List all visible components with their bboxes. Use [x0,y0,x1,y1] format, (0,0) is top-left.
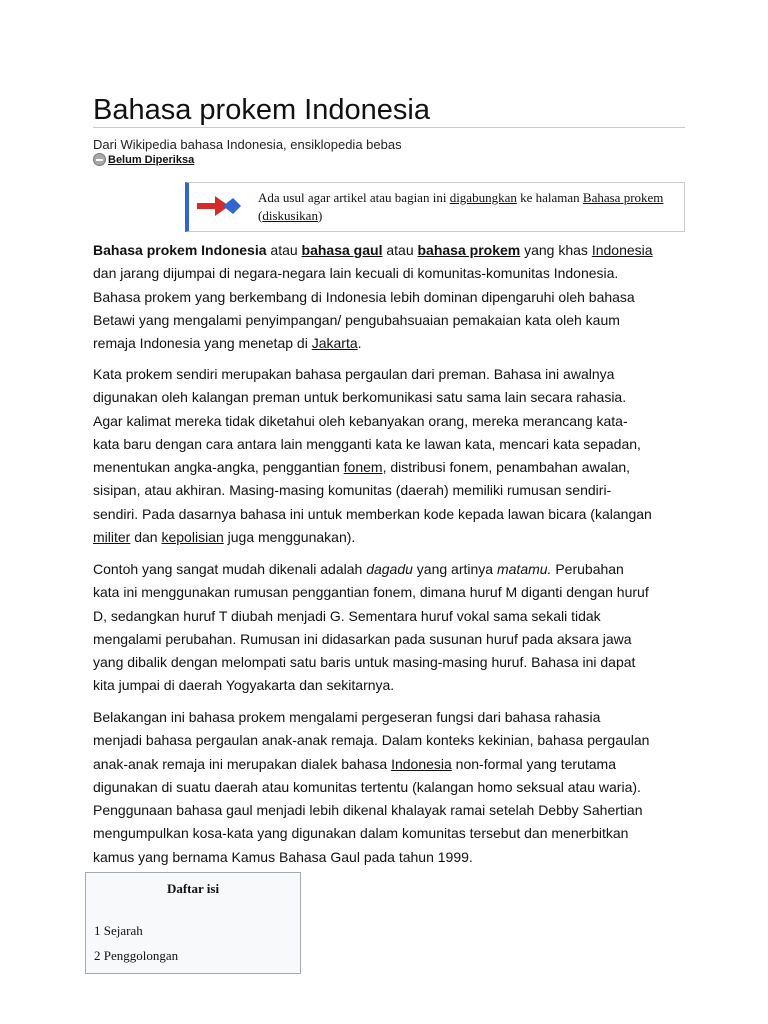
militer-link[interactable]: militer [93,529,131,546]
merge-text-2: ke halaman [516,190,583,205]
text: juga menggunakan). [223,529,356,546]
indonesia-link[interactable]: Indonesia [591,242,653,258]
merge-notice-text [258,189,678,225]
merge-arrow-icon [197,193,241,219]
page-title: Bahasa prokem Indonesia [93,94,430,126]
paragraph-3 [93,558,653,698]
paragraph-2 [93,363,653,549]
bahasa-gaul-link[interactable]: bahasa gaul [301,242,383,258]
toc-title: Daftar isi [166,881,220,896]
discuss-link[interactable]: diskusikan [262,208,318,223]
text: . [357,335,362,352]
text: yang artinya [412,561,497,577]
toc-item-sejarah[interactable]: 1 Sejarah [94,923,143,938]
article-subject: Bahasa prokem Indonesia [93,242,267,258]
text: non-formal yang terutama digunakan di suatu daerah atau komunitas tertentu (kalangan homo seksual atau waria). Penggunaan bahasa gaul menjadi lebih dikenal khalayak ramai setelah Debby Sahertian mengumpulkan kosa-kata yang digunakan dalam komunitas tersebut dan menerbitkan kamus yang bernama Kamus Bahasa Gaul pada tahun 1999. [93,755,643,865]
example-meaning: matamu. [496,561,552,577]
site-tagline: Dari Wikipedia bahasa Indonesia, ensiklopedia bebas [93,137,402,152]
title-divider [93,127,685,128]
kepolisian-link[interactable]: kepolisian [161,529,224,546]
bahasa-prokem-link[interactable]: bahasa prokem [417,242,521,258]
paragraph-4 [93,706,653,869]
merge-link[interactable]: digabungkan [449,190,517,205]
review-status [93,153,194,166]
merge-text-1: Ada usul agar artikel atau bagian ini [258,190,450,205]
fonem-link[interactable]: fonem [343,459,383,476]
intro-paragraph [93,227,653,355]
merge-target-link[interactable]: Bahasa prokem [582,190,664,205]
text: Perubahan kata ini menggunakan rumusan penggantian fonem, dimana huruf M diganti dengan huruf D, sedangkan huruf T diubah menjadi G. Sementara huruf vokal sama sekali tidak mengalami perubahan. Rumusan ini didasarkan pada susunan huruf pada aksara jawa yang dibalik dengan melompati satu baris untuk masing-masing huruf. Bahasa ini dapat kita jumpai di daerah Yogyakarta dan sekitarnya. [93,561,649,694]
review-status-icon [93,153,106,166]
text: dan jarang dijumpai di negara-negara lain kecuali di komunitas-komunitas Indonesia. Bahasa prokem yang berkembang di Indonesia lebih dominan dipengaruhi oleh bahasa Betawi yang mengalami penyimpangan/ pengubahsuaian pemakaian kata oleh kaum remaja Indonesia yang menetap di [93,265,635,352]
example-word: dagadu [366,561,413,577]
text: dan [130,529,162,546]
merge-text-3: ( [258,208,263,223]
text: Belakangan ini bahasa prokem mengalami pergeseran fungsi dari bahasa rahasia menjadi bahasa pergaulan anak-anak remaja. Dalam konteks kekinian, bahasa pergaulan anak-anak remaja ini merupakan dialek bahasa [93,709,650,772]
indonesia-link-2[interactable]: Indonesia [391,755,452,772]
text: Contoh yang sangat mudah dikenali adalah [93,561,367,577]
review-status-link[interactable]: Belum Diperiksa [108,153,195,166]
jakarta-link[interactable]: Jakarta [311,335,358,352]
text: Kata prokem sendiri merupakan bahasa pergaulan dari preman. Bahasa ini awalnya digunakan oleh kalangan preman untuk berkomunikasi satu sama lain secara rahasia. Agar kalimat mereka tidak diketahui oleh kebanyakan orang, mereka merancang kata-kata baru dengan cara antara lain mengganti kata ke lawan kata, mencari kata sepadan, menentukan angka-angka, penggantian [93,366,641,476]
text: atau [382,242,418,258]
merge-notice-box [185,182,685,232]
toc-item-penggolongan[interactable]: 2 Penggolongan [94,948,179,963]
table-of-contents [85,872,301,974]
text: atau [266,242,302,258]
text: , distribusi fonem, penambahan awalan, sisipan, atau akhiran. Masing-masing komunitas (daerah) memiliki rumusan sendiri-sendiri. Pada dasarnya bahasa ini untuk memberkan kode kepada lawan bicara (kalangan [93,459,652,522]
merge-text-4: ) [317,208,323,223]
text: yang khas [520,242,592,258]
